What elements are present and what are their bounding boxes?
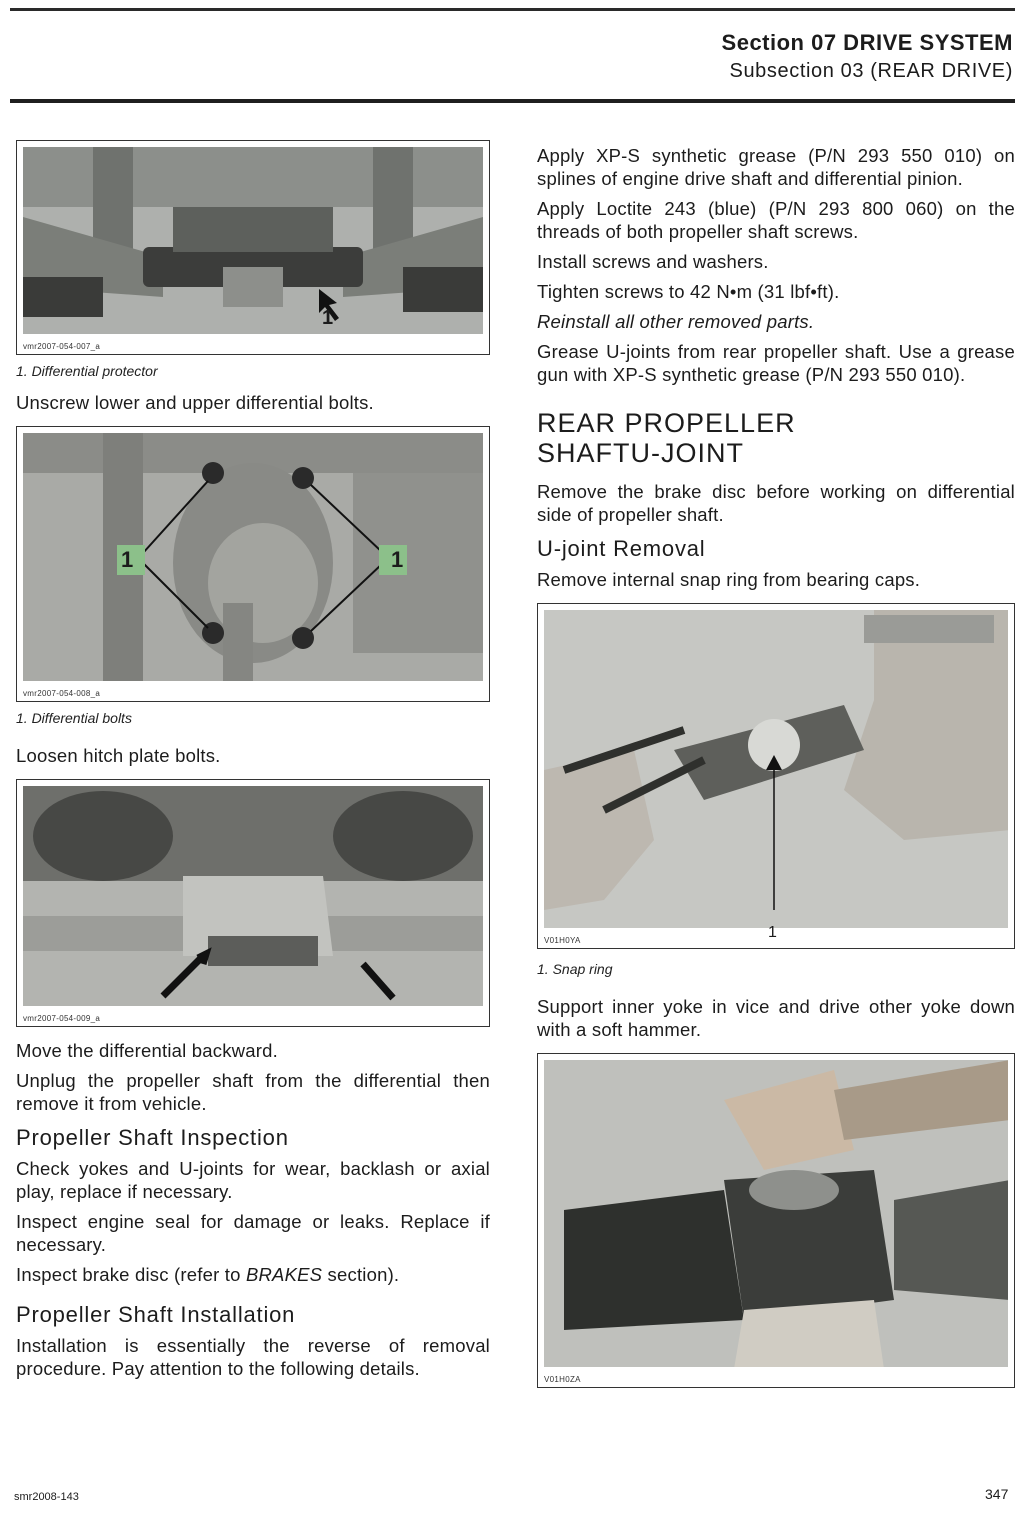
paragraph: Support inner yoke in vice and drive other yoke down with a soft hammer. [537, 996, 1015, 1040]
figure-caption: 1. Differential protector [16, 363, 158, 379]
callout-number-right: 1 [391, 547, 404, 572]
photo-differential-protector [23, 147, 483, 334]
figure-differential-protector [16, 140, 490, 355]
left-column [16, 140, 490, 1387]
paragraph: Loosen hitch plate bolts. [16, 745, 221, 766]
figure-caption: 1. Differential bolts [16, 710, 132, 726]
figure-caption: 1. Snap ring [537, 961, 613, 977]
paragraph: Remove internal snap ring from bearing caps. [537, 569, 921, 590]
heading-propeller-shaft-inspection: Propeller Shaft Inspection [16, 1125, 289, 1150]
top-rule [10, 8, 1015, 11]
paragraph: Tighten screws to 42 N•m (31 lbf•ft). [537, 281, 840, 302]
paragraph: Move the differential backward. [16, 1040, 278, 1061]
text: Inspect brake disc (refer to [16, 1264, 246, 1285]
figure-differential-bolts [16, 426, 490, 702]
paragraph: Installation is essentially the reverse of removal procedure. Pay attention to the following details. [16, 1335, 490, 1379]
figure-code: vmr2007-054-007_a [23, 342, 101, 351]
photo-differential-bolts [23, 433, 483, 681]
callout-number-left: 1 [121, 547, 134, 572]
paragraph: Inspect engine seal for damage or leaks. Replace if necessary. [16, 1211, 490, 1255]
figure-code: vmr2007-054-008_a [23, 689, 101, 698]
figure-code: vmr2007-054-009_a [23, 1014, 101, 1023]
callout-number: 1 [322, 307, 334, 329]
heading-shaft-u-joint: SHAFTU-JOINT [537, 438, 744, 468]
heading-u-joint-removal: U-joint Removal [537, 536, 706, 561]
photo-vice-hammer [544, 1060, 1008, 1367]
cross-reference: BRAKES [245, 1264, 323, 1285]
photo-hitch-plate [23, 786, 483, 1006]
heading-propeller-shaft-installation: Propeller Shaft Installation [16, 1302, 296, 1327]
paragraph: Reinstall all other removed parts. [537, 311, 815, 332]
figure-code: V01H0ZA [544, 1375, 581, 1384]
paragraph: Apply XP-S synthetic grease (P/N 293 550 010) on splines of engine drive shaft and differential pinion. [537, 145, 1015, 189]
paragraph: Check yokes and U-joints for wear, backlash or axial play, replace if necessary. [16, 1158, 490, 1202]
paragraph: Unplug the propeller shaft from the differential then remove it from vehicle. [16, 1070, 490, 1114]
callout-number: 1 [768, 924, 777, 941]
header-rule [10, 99, 1015, 103]
heading-rear-propeller: REAR PROPELLER [537, 408, 796, 438]
figure-snap-ring [537, 603, 1015, 949]
page-number: 347 [985, 1486, 1009, 1502]
figure-code: V01H0YA [544, 936, 581, 945]
subsection-title: Subsection 03 (REAR DRIVE) [729, 60, 1013, 82]
paragraph: Grease U-joints from rear propeller shaft. Use a grease gun with XP-S synthetic grease (P/N 293 550 010). [537, 341, 1015, 385]
figure-vice-hammer [537, 1053, 1015, 1388]
paragraph: Apply Loctite 243 (blue) (P/N 293 800 060) on the threads of both propeller shaft screws. [537, 198, 1015, 242]
paragraph: Remove the brake disc before working on differential side of propeller shaft. [537, 481, 1015, 525]
photo-snap-ring [544, 610, 1008, 928]
paragraph: Install screws and washers. [537, 251, 769, 272]
paragraph-brake-disc [16, 1263, 490, 1286]
footer-doc-code: smr2008-143 [14, 1491, 79, 1503]
paragraph: Unscrew lower and upper differential bolts. [16, 392, 374, 413]
figure-hitch-plate [16, 779, 490, 1027]
text: section). [322, 1264, 400, 1285]
section-title: Section 07 DRIVE SYSTEM [721, 30, 1013, 55]
right-column [537, 144, 1015, 1388]
